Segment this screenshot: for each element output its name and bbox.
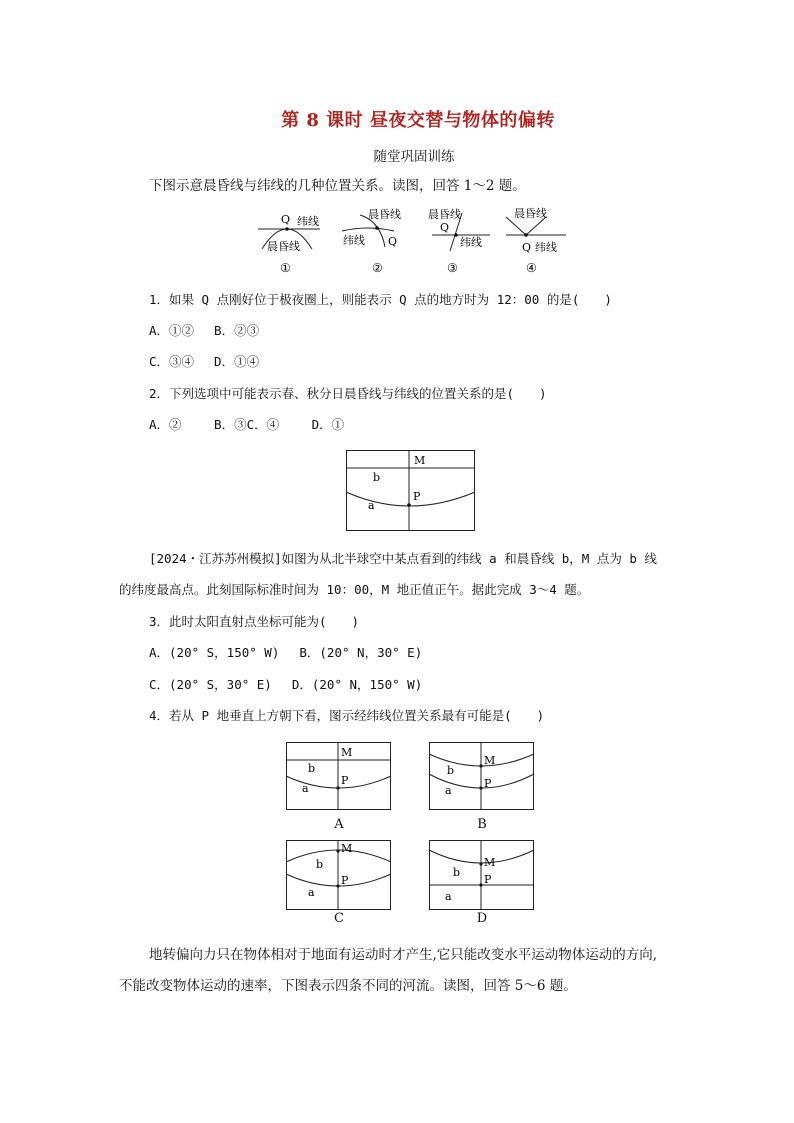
latitude-label: 纬线 <box>343 234 365 247</box>
m-point <box>479 764 482 767</box>
b-label: b <box>316 858 324 871</box>
figure-1-svg <box>250 205 570 277</box>
option-d-figure <box>429 840 534 910</box>
b-label: b <box>453 866 461 879</box>
b-label: b <box>308 762 316 775</box>
option-a-figure <box>286 742 391 810</box>
m-label: M <box>414 454 426 467</box>
p-point <box>336 884 339 887</box>
panel-number: ④ <box>526 261 537 275</box>
question-1-options-ab: A．①② B．②③ <box>149 323 260 338</box>
p-label: P <box>341 874 349 887</box>
p-label: P <box>341 774 349 787</box>
q-point <box>454 233 458 237</box>
m-label: M <box>484 856 496 869</box>
figure-terminator-latitude-panels <box>250 205 570 277</box>
q-label: Q <box>281 213 291 226</box>
panel-2 <box>342 207 401 275</box>
a-label: a <box>368 499 375 512</box>
panel-number: ② <box>372 261 383 275</box>
latitude-label: 纬线 <box>297 215 319 228</box>
intro-questions-3-4-line2: 的纬度最高点。此刻国际标准时间为 10：00，M 地正值正午。据此完成 3～4 题。 <box>119 582 590 597</box>
m-point <box>336 849 339 852</box>
a-label: a <box>445 784 452 797</box>
question-4-stem: 4．若从 P 地垂直上方朝下看，图示经纬线位置关系最有可能是( ) <box>149 708 545 723</box>
b-label: b <box>447 764 455 777</box>
terminator-label: 晨昏线 <box>428 208 461 221</box>
intro-questions-1-2: 下图示意晨昏线与纬线的几种位置关系。读图，回答 1～2 题。 <box>149 178 526 194</box>
paragraph-5-6-line1: 地转偏向力只在物体相对于地面有运动时才产生,它只能改变水平运动物体运动的方向, <box>149 947 658 963</box>
question-2-stem: 2．下列选项中可能表示春、秋分日晨昏线与纬线的位置关系的是( ) <box>149 386 547 401</box>
a-label: a <box>308 886 315 899</box>
intro-questions-3-4-line1: [2024・江苏苏州模拟]如图为从北半球空中某点看到的纬线 a 和晨昏线 b，M 点为 b 线 <box>149 551 657 566</box>
latitude-label: 纬线 <box>460 236 482 249</box>
m-label: M <box>484 754 496 767</box>
a-label: a <box>302 782 309 795</box>
q-label: Q <box>388 235 398 248</box>
m-label: M <box>341 746 353 759</box>
panel-number: ③ <box>447 261 458 275</box>
p-label: P <box>484 777 492 790</box>
figure-2-svg <box>346 450 476 532</box>
paragraph-5-6-line2: 不能改变物体运动的速率，下图表示四条不同的河流。读图，回答 5～6 题。 <box>119 978 577 994</box>
p-point <box>479 786 482 789</box>
b-label: b <box>373 471 381 484</box>
question-3-stem: 3．此时太阳直射点坐标可能为( ) <box>149 614 360 629</box>
q-point <box>375 226 379 230</box>
question-3-options-ab: A．(20° S，150° W) B．(20° N，30° E) <box>149 645 423 660</box>
panel-3 <box>428 207 490 275</box>
option-c-caption: C <box>334 911 344 926</box>
m-point <box>479 862 482 865</box>
panel-number: ① <box>280 261 291 275</box>
option-a-caption: A <box>334 817 344 832</box>
q-label: Q <box>440 221 450 234</box>
figure-latitude-terminator-view <box>346 450 476 532</box>
p-label: P <box>484 873 492 886</box>
option-d-caption: D <box>476 911 488 926</box>
panel-4 <box>506 206 566 275</box>
terminator-label: 晨昏线 <box>267 240 300 253</box>
latitude-line <box>342 228 394 231</box>
p-point <box>407 503 411 507</box>
question-1-stem: 1．如果 Q 点刚好位于极夜圈上，则能表示 Q 点的地方时为 12：00 的是( ) <box>149 292 612 307</box>
question-2-options: A．② B．③C．④ D．① <box>149 417 345 432</box>
option-b-caption: B <box>477 817 487 832</box>
m-label: M <box>341 842 353 855</box>
a-label: a <box>445 890 452 903</box>
q-point <box>285 227 289 231</box>
p-point <box>336 786 339 789</box>
question-1-options-cd: C．③④ D．①④ <box>149 354 260 369</box>
question-3-options-cd: C．(20° S，30° E) D．(20° N，150° W) <box>149 677 423 692</box>
latitude-label: 纬线 <box>535 241 557 254</box>
q-point <box>524 233 528 237</box>
page-title: 第 8 课时 昼夜交替与物体的偏转 <box>281 110 555 131</box>
terminator-label: 晨昏线 <box>368 208 401 221</box>
q-label: Q <box>522 241 532 254</box>
frame <box>347 451 475 531</box>
p-point <box>479 883 482 886</box>
terminator-label: 晨昏线 <box>514 207 547 220</box>
option-c-figure <box>286 840 391 910</box>
p-label: P <box>413 490 421 503</box>
option-b-figure <box>429 742 534 810</box>
section-subtitle: 随堂巩固训练 <box>373 149 455 165</box>
panel-1 <box>258 213 320 275</box>
